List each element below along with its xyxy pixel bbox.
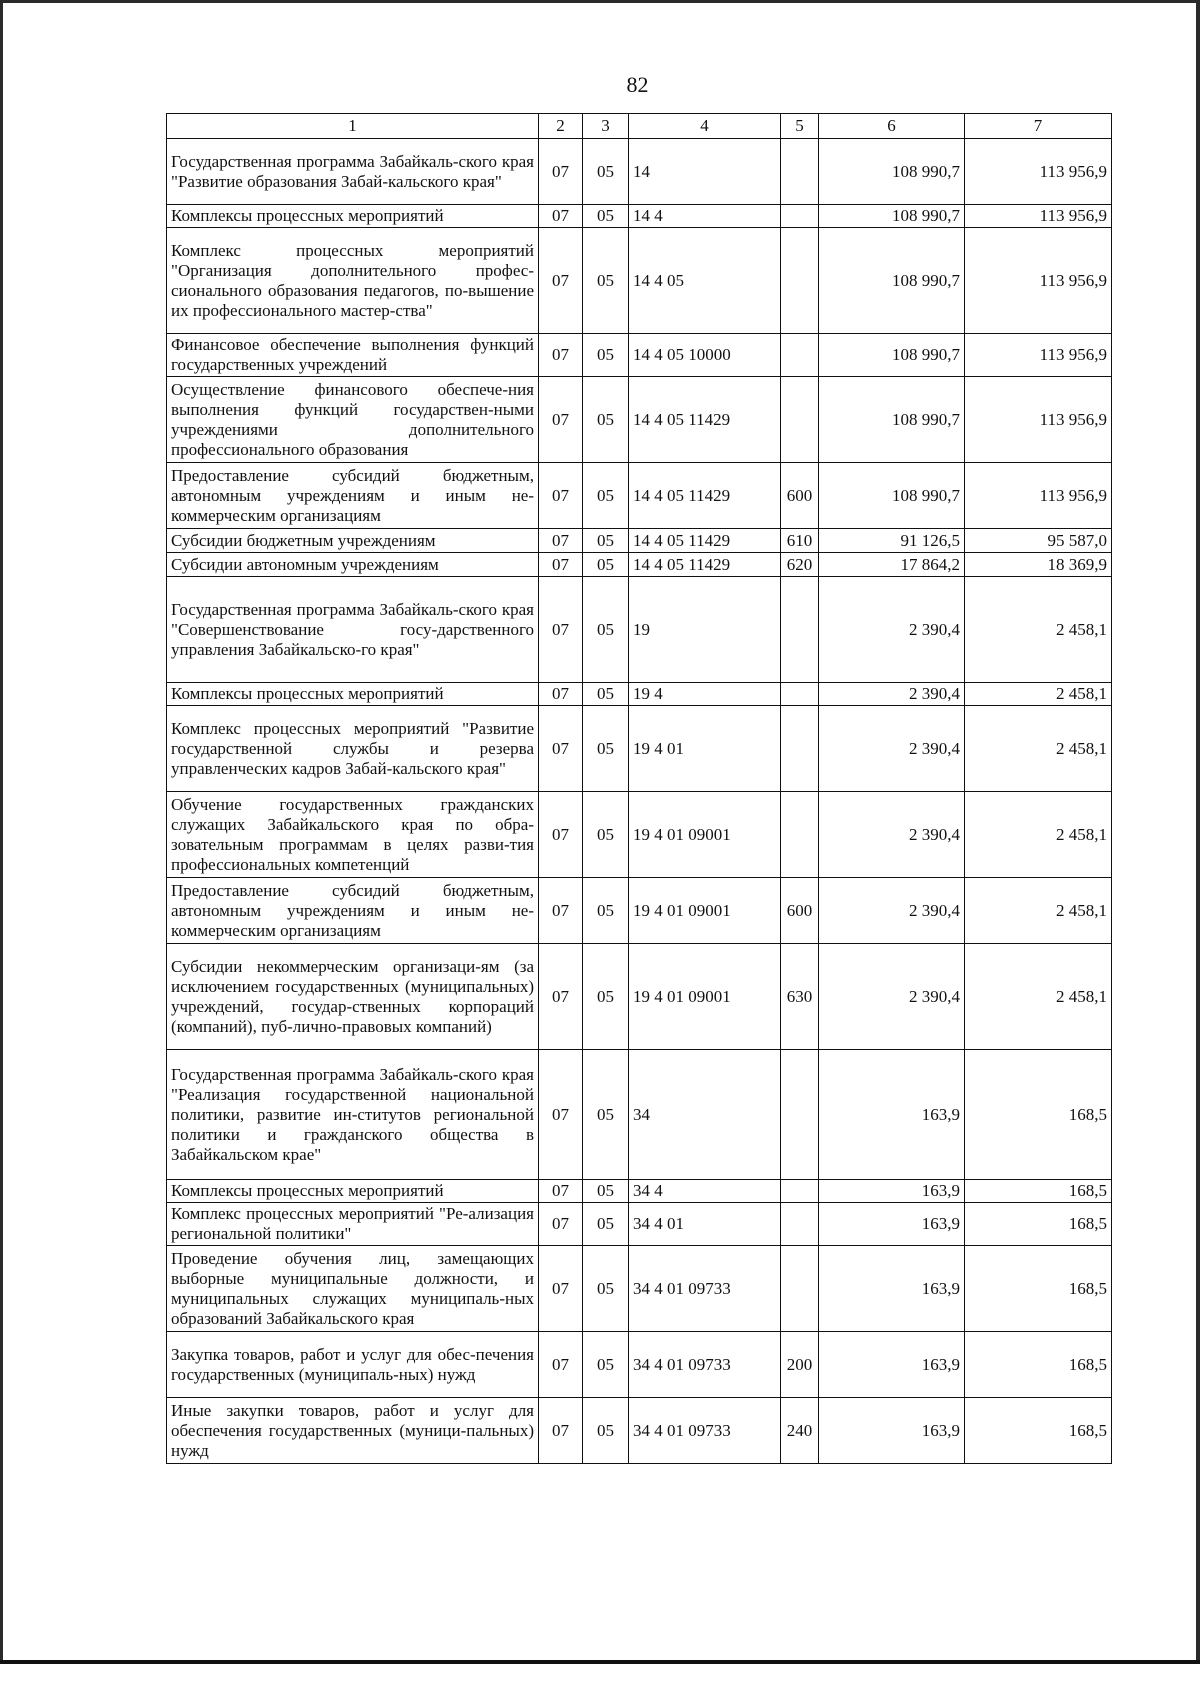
row-amount-col6-cell: 108 990,7: [819, 377, 965, 463]
row-amount-col6-cell: 2 390,4: [819, 792, 965, 878]
row-name-cell: Субсидии бюджетным учреждениям: [167, 529, 539, 553]
row-target-code-cell: 34 4: [629, 1180, 781, 1203]
row-section-cell: 07: [539, 577, 583, 683]
row-subsection-cell: 05: [583, 553, 629, 577]
header-col-4: 4: [629, 114, 781, 139]
row-amount-col7-cell: 168,5: [965, 1180, 1112, 1203]
row-expense-type-cell: 630: [781, 944, 819, 1050]
row-section-cell: 07: [539, 706, 583, 792]
row-amount-col6-cell: 108 990,7: [819, 139, 965, 205]
table-row: [167, 529, 1112, 553]
row-name-cell: Обучение государственных гражданских служащих Забайкальского края по обра-зовательным программам в целях разви-тия профессиональных компетенций: [167, 792, 539, 878]
row-section-cell: 07: [539, 944, 583, 1050]
row-subsection-cell: 05: [583, 1203, 629, 1246]
row-target-code-cell: 14 4: [629, 205, 781, 228]
row-amount-col7-cell: 113 956,9: [965, 228, 1112, 334]
row-expense-type-cell: 610: [781, 529, 819, 553]
row-subsection-cell: 05: [583, 1180, 629, 1203]
row-subsection-cell: 05: [583, 377, 629, 463]
row-target-code-cell: 19 4 01 09001: [629, 944, 781, 1050]
row-section-cell: 07: [539, 792, 583, 878]
row-subsection-cell: 05: [583, 1246, 629, 1332]
row-amount-col7-cell: 113 956,9: [965, 377, 1112, 463]
row-name-cell: Комплексы процессных мероприятий: [167, 1180, 539, 1203]
row-name-cell: Предоставление субсидий бюджетным, автономным учреждениям и иным не-коммерческим организациям: [167, 463, 539, 529]
row-amount-col7-cell: 2 458,1: [965, 878, 1112, 944]
header-col-6: 6: [819, 114, 965, 139]
row-expense-type-cell: 600: [781, 878, 819, 944]
row-expense-type-cell: [781, 577, 819, 683]
row-target-code-cell: 34 4 01: [629, 1203, 781, 1246]
row-amount-col6-cell: 2 390,4: [819, 878, 965, 944]
table-row: [167, 706, 1112, 792]
row-amount-col6-cell: 163,9: [819, 1180, 965, 1203]
header-col-1: 1: [167, 114, 539, 139]
table-row: [167, 334, 1112, 377]
row-name-cell: Государственная программа Забайкаль-ского края "Реализация государственной национальной политики, развитие ин-ститутов региональной политики и гражданского общества в Забайкальском крае": [167, 1050, 539, 1180]
header-col-5: 5: [781, 114, 819, 139]
row-expense-type-cell: 600: [781, 463, 819, 529]
row-name-cell: Закупка товаров, работ и услуг для обес-печения государственных (муниципаль-ных) нужд: [167, 1332, 539, 1398]
row-name-cell: Проведение обучения лиц, замещающих выборные муниципальные должности, и муниципальных служащих муниципаль-ных образований Забайкальского края: [167, 1246, 539, 1332]
scan-edge-left: [0, 0, 3, 1694]
row-name-cell: Субсидии некоммерческим организаци-ям (за исключением государственных (муниципальных) учреждений, государ-ственных корпораций (компаний), пуб-лично-правовых компаний): [167, 944, 539, 1050]
row-section-cell: 07: [539, 139, 583, 205]
row-name-cell: Предоставление субсидий бюджетным, автономным учреждениям и иным не-коммерческим организациям: [167, 878, 539, 944]
row-name-cell: Комплексы процессных мероприятий: [167, 683, 539, 706]
row-subsection-cell: 05: [583, 1332, 629, 1398]
table-row: [167, 1180, 1112, 1203]
row-expense-type-cell: [781, 1203, 819, 1246]
page-number: 82: [626, 72, 649, 97]
table-row: [167, 205, 1112, 228]
row-section-cell: 07: [539, 205, 583, 228]
row-name-cell: Комплекс процессных мероприятий "Ре-ализация региональной политики": [167, 1203, 539, 1246]
row-subsection-cell: 05: [583, 1398, 629, 1464]
row-target-code-cell: 34 4 01 09733: [629, 1398, 781, 1464]
row-amount-col6-cell: 2 390,4: [819, 683, 965, 706]
row-amount-col7-cell: 2 458,1: [965, 792, 1112, 878]
header-row: [167, 114, 1112, 139]
row-amount-col7-cell: 168,5: [965, 1246, 1112, 1332]
table-row: [167, 228, 1112, 334]
table-row: [167, 792, 1112, 878]
row-amount-col7-cell: 2 458,1: [965, 706, 1112, 792]
row-target-code-cell: 19: [629, 577, 781, 683]
row-target-code-cell: 14 4 05: [629, 228, 781, 334]
row-amount-col6-cell: 163,9: [819, 1203, 965, 1246]
row-amount-col7-cell: 113 956,9: [965, 205, 1112, 228]
row-expense-type-cell: [781, 334, 819, 377]
table-row: [167, 553, 1112, 577]
row-section-cell: 07: [539, 1180, 583, 1203]
row-target-code-cell: 34: [629, 1050, 781, 1180]
table-row: [167, 944, 1112, 1050]
row-name-cell: Субсидии автономным учреждениям: [167, 553, 539, 577]
row-target-code-cell: 14 4 05 11429: [629, 463, 781, 529]
row-subsection-cell: 05: [583, 228, 629, 334]
table-row: [167, 878, 1112, 944]
row-expense-type-cell: [781, 139, 819, 205]
table-row: [167, 463, 1112, 529]
row-subsection-cell: 05: [583, 792, 629, 878]
row-expense-type-cell: [781, 1050, 819, 1180]
row-amount-col6-cell: 2 390,4: [819, 577, 965, 683]
header-col-2: 2: [539, 114, 583, 139]
row-expense-type-cell: [781, 1180, 819, 1203]
row-section-cell: 07: [539, 1398, 583, 1464]
row-target-code-cell: 19 4: [629, 683, 781, 706]
row-subsection-cell: 05: [583, 139, 629, 205]
row-section-cell: 07: [539, 228, 583, 334]
row-subsection-cell: 05: [583, 463, 629, 529]
row-amount-col7-cell: 113 956,9: [965, 334, 1112, 377]
scan-edge-top: [0, 0, 1200, 3]
row-subsection-cell: 05: [583, 706, 629, 792]
table-body: [167, 139, 1112, 1464]
row-expense-type-cell: [781, 683, 819, 706]
row-subsection-cell: 05: [583, 944, 629, 1050]
row-target-code-cell: 34 4 01 09733: [629, 1246, 781, 1332]
row-section-cell: 07: [539, 1203, 583, 1246]
row-amount-col6-cell: 91 126,5: [819, 529, 965, 553]
row-name-cell: Комплекс процессных мероприятий "Организация дополнительного профес-сионального образования педагогов, по-вышение их профессионального мастер-ства": [167, 228, 539, 334]
row-expense-type-cell: [781, 377, 819, 463]
row-section-cell: 07: [539, 553, 583, 577]
row-amount-col6-cell: 2 390,4: [819, 944, 965, 1050]
budget-table-wrapper: [166, 113, 1112, 1464]
row-amount-col7-cell: 2 458,1: [965, 944, 1112, 1050]
row-expense-type-cell: 200: [781, 1332, 819, 1398]
row-name-cell: Комплекс процессных мероприятий "Развитие государственной службы и резерва управленческих кадров Забай-кальского края": [167, 706, 539, 792]
row-name-cell: Государственная программа Забайкаль-ского края "Развитие образования Забай-кальского края": [167, 139, 539, 205]
row-amount-col6-cell: 108 990,7: [819, 463, 965, 529]
row-amount-col7-cell: 2 458,1: [965, 683, 1112, 706]
row-amount-col7-cell: 168,5: [965, 1203, 1112, 1246]
row-section-cell: 07: [539, 334, 583, 377]
row-subsection-cell: 05: [583, 878, 629, 944]
row-target-code-cell: 19 4 01 09001: [629, 792, 781, 878]
row-amount-col7-cell: 113 956,9: [965, 463, 1112, 529]
row-subsection-cell: 05: [583, 529, 629, 553]
row-expense-type-cell: [781, 205, 819, 228]
budget-table: [166, 113, 1112, 1464]
row-name-cell: Финансовое обеспечение выполнения функций государственных учреждений: [167, 334, 539, 377]
row-target-code-cell: 14 4 05 10000: [629, 334, 781, 377]
row-amount-col7-cell: 95 587,0: [965, 529, 1112, 553]
table-row: [167, 1246, 1112, 1332]
row-section-cell: 07: [539, 1332, 583, 1398]
row-name-cell: Комплексы процессных мероприятий: [167, 205, 539, 228]
row-subsection-cell: 05: [583, 334, 629, 377]
row-expense-type-cell: 240: [781, 1398, 819, 1464]
row-subsection-cell: 05: [583, 1050, 629, 1180]
table-row: [167, 139, 1112, 205]
row-target-code-cell: 14: [629, 139, 781, 205]
row-section-cell: 07: [539, 377, 583, 463]
row-amount-col7-cell: 2 458,1: [965, 577, 1112, 683]
row-name-cell: Иные закупки товаров, работ и услуг для обеспечения государственных (муници-пальных) нужд: [167, 1398, 539, 1464]
row-amount-col6-cell: 108 990,7: [819, 205, 965, 228]
row-amount-col6-cell: 163,9: [819, 1398, 965, 1464]
table-row: [167, 1332, 1112, 1398]
table-row: [167, 683, 1112, 706]
row-target-code-cell: 19 4 01: [629, 706, 781, 792]
table-row: [167, 1398, 1112, 1464]
row-section-cell: 07: [539, 878, 583, 944]
row-section-cell: 07: [539, 529, 583, 553]
header-col-7: 7: [965, 114, 1112, 139]
table-row: [167, 1203, 1112, 1246]
table-row: [167, 577, 1112, 683]
row-amount-col6-cell: 163,9: [819, 1050, 965, 1180]
row-subsection-cell: 05: [583, 577, 629, 683]
row-subsection-cell: 05: [583, 205, 629, 228]
row-amount-col7-cell: 18 369,9: [965, 553, 1112, 577]
row-target-code-cell: 14 4 05 11429: [629, 553, 781, 577]
row-section-cell: 07: [539, 463, 583, 529]
row-amount-col6-cell: 2 390,4: [819, 706, 965, 792]
row-name-cell: Государственная программа Забайкаль-ского края "Совершенствование госу-дарственного управления Забайкальско-го края": [167, 577, 539, 683]
row-name-cell: Осуществление финансового обеспече-ния выполнения функций государствен-ными учреждениями дополнительного профессионального образования: [167, 377, 539, 463]
row-section-cell: 07: [539, 1050, 583, 1180]
row-expense-type-cell: [781, 1246, 819, 1332]
table-header: [167, 114, 1112, 139]
header-col-3: 3: [583, 114, 629, 139]
table-row: [167, 1050, 1112, 1180]
table-row: [167, 377, 1112, 463]
row-section-cell: 07: [539, 1246, 583, 1332]
row-section-cell: 07: [539, 683, 583, 706]
row-expense-type-cell: [781, 228, 819, 334]
row-subsection-cell: 05: [583, 683, 629, 706]
row-expense-type-cell: [781, 706, 819, 792]
row-amount-col6-cell: 163,9: [819, 1246, 965, 1332]
row-target-code-cell: 14 4 05 11429: [629, 529, 781, 553]
row-amount-col7-cell: 168,5: [965, 1050, 1112, 1180]
row-expense-type-cell: [781, 792, 819, 878]
row-target-code-cell: 34 4 01 09733: [629, 1332, 781, 1398]
row-amount-col6-cell: 17 864,2: [819, 553, 965, 577]
row-amount-col6-cell: 163,9: [819, 1332, 965, 1398]
row-amount-col6-cell: 108 990,7: [819, 228, 965, 334]
row-target-code-cell: 19 4 01 09001: [629, 878, 781, 944]
row-amount-col6-cell: 108 990,7: [819, 334, 965, 377]
scan-edge-right: [1196, 0, 1200, 1694]
row-target-code-cell: 14 4 05 11429: [629, 377, 781, 463]
row-amount-col7-cell: 168,5: [965, 1332, 1112, 1398]
row-amount-col7-cell: 168,5: [965, 1398, 1112, 1464]
row-expense-type-cell: 620: [781, 553, 819, 577]
scan-edge-bottom: [0, 1660, 1200, 1694]
row-amount-col7-cell: 113 956,9: [965, 139, 1112, 205]
